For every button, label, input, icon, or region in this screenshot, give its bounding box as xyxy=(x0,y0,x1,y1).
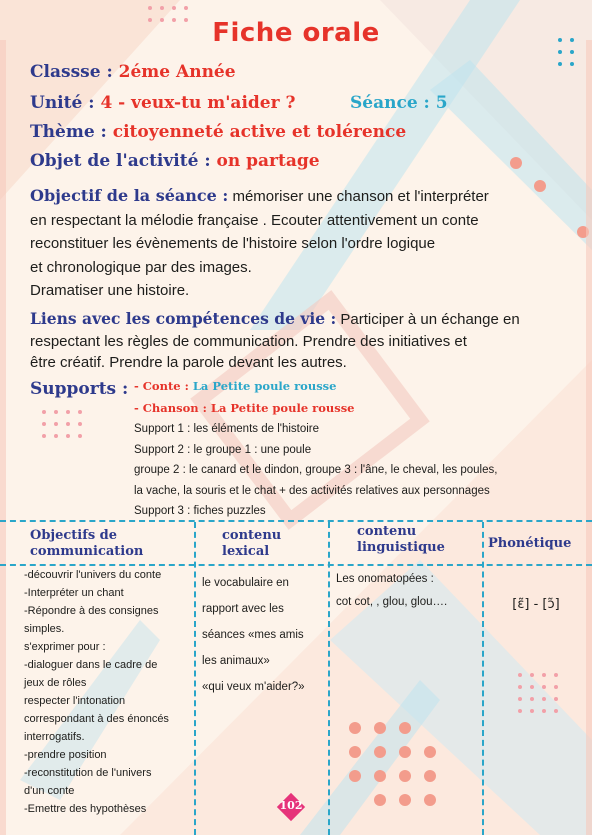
cell-line: -prendre position xyxy=(24,749,107,761)
conte-prefix: - Conte : xyxy=(134,379,193,393)
page-number: 102 xyxy=(279,799,303,812)
liens-label: Liens avec les compétences de vie : xyxy=(30,309,337,328)
liens-text: Participer à un échange en xyxy=(340,311,520,328)
liens-block xyxy=(30,308,565,374)
header-line: lexical xyxy=(222,544,270,559)
page-number-badge xyxy=(277,793,305,821)
support-line: groupe 2 : le canard et le dindon, groupe 3 : l'âne, le cheval, les poules, xyxy=(134,464,498,476)
objectif-label: Objectif de la séance : xyxy=(30,186,229,205)
chanson-prefix: - Chanson : xyxy=(134,400,211,415)
classe-label: Classse : xyxy=(30,62,119,82)
objectif-block xyxy=(30,184,565,303)
cell-line: cot cot, , glou, glou…. xyxy=(336,596,448,608)
objectifs-cell xyxy=(24,566,169,818)
cell-line: Les onomatopées : xyxy=(336,573,434,585)
supports-label: Supports : xyxy=(30,379,129,399)
phonetique-cell: [ɛ̃] - [ɔ̃] xyxy=(512,597,560,612)
cell-line: jeux de rôles xyxy=(24,677,87,689)
cell-line: s'exprimer pour : xyxy=(24,641,106,653)
seance-label: Séance : 5 xyxy=(350,93,448,113)
cell-line: séances «mes amis xyxy=(202,629,304,641)
chanson-title: La Petite poule rousse xyxy=(210,400,355,415)
liens-line: être créatif. Prendre la parole devant les autres. xyxy=(30,354,347,371)
cell-line: -Interpréter un chant xyxy=(24,587,124,599)
support-conte xyxy=(134,376,497,398)
header-line: contenu xyxy=(357,524,417,539)
lexical-cell xyxy=(202,570,305,700)
objectif-line: reconstituer les évènements de l'histoire selon l'ordre logique xyxy=(30,235,436,252)
header-line: contenu xyxy=(222,528,282,543)
supports-list xyxy=(134,376,497,522)
cell-line: -découvrir l'univers du conte xyxy=(24,569,162,581)
cell-line: respecter l'intonation xyxy=(24,695,126,707)
cell-line: rapport avec les xyxy=(202,603,284,615)
cell-line: -Emettre des hypothèses xyxy=(24,803,147,815)
linguistique-cell xyxy=(336,568,447,614)
table-column-divider xyxy=(328,522,330,835)
cell-line: interrogatifs. xyxy=(24,731,85,743)
cell-line: simples. xyxy=(24,623,65,635)
cell-line: d'un conte xyxy=(24,785,75,797)
header-line: Phonétique xyxy=(488,536,572,551)
support-chanson xyxy=(134,398,497,420)
header-objectifs xyxy=(30,528,143,560)
header-phonetique xyxy=(488,536,571,552)
conte-title: La Petite poule rousse xyxy=(192,379,337,393)
theme-value: citoyenneté active et tolérence xyxy=(112,122,407,142)
objectif-line: en respectant la mélodie française . Ecouter attentivement un conte xyxy=(30,211,479,229)
table-column-divider xyxy=(482,522,484,835)
objectif-text: mémoriser une chanson et l'interpréter xyxy=(232,188,489,205)
header-linguistique xyxy=(357,524,445,556)
page-title: Fiche orale xyxy=(212,18,380,48)
classe-value: 2éme Année xyxy=(118,62,236,82)
classe-line xyxy=(30,62,236,82)
objet-label: Objet de l'activité : xyxy=(30,151,217,171)
table-top-border xyxy=(0,520,592,522)
liens-first-line xyxy=(30,308,565,331)
theme-line xyxy=(30,122,406,142)
cell-line: -reconstitution de l'univers xyxy=(24,767,152,779)
cell-line: les animaux» xyxy=(202,655,270,667)
cell-line: «qui veux m'aider?» xyxy=(202,681,305,693)
header-line: linguistique xyxy=(357,540,445,555)
liens-line: respectant les règles de communication. Prendre des initiatives et xyxy=(30,332,467,350)
objectif-first-line xyxy=(30,184,565,209)
unite-label: Unité : xyxy=(30,93,101,113)
objet-line xyxy=(30,151,320,171)
support-line: Support 2 : le groupe 1 : une poule xyxy=(134,443,312,456)
support-line: Support 3 : fiches puzzles xyxy=(134,505,266,517)
cell-line: le vocabulaire en xyxy=(202,577,289,589)
objectif-line: Dramatiser une histoire. xyxy=(30,282,190,299)
objectif-line: et chronologique par des images. xyxy=(30,258,252,276)
support-line: Support 1 : les éléments de l'histoire xyxy=(134,423,320,435)
header-line: communication xyxy=(30,544,144,559)
table-column-divider xyxy=(194,522,196,835)
support-line: la vache, la souris et le chat + des activités relatives aux personnages xyxy=(134,484,490,497)
cell-line: -dialoguer dans le cadre de xyxy=(24,659,158,671)
cell-line: correspondant à des énoncés xyxy=(24,713,169,725)
objet-value: on partage xyxy=(216,151,320,171)
header-line: Objectifs de xyxy=(30,528,118,543)
unite-line xyxy=(30,93,295,113)
unite-value: 4 - veux-tu m'aider ? xyxy=(100,93,296,113)
theme-label: Thème : xyxy=(30,122,113,142)
cell-line: -Répondre à des consignes xyxy=(24,605,159,617)
header-lexical xyxy=(222,528,281,560)
